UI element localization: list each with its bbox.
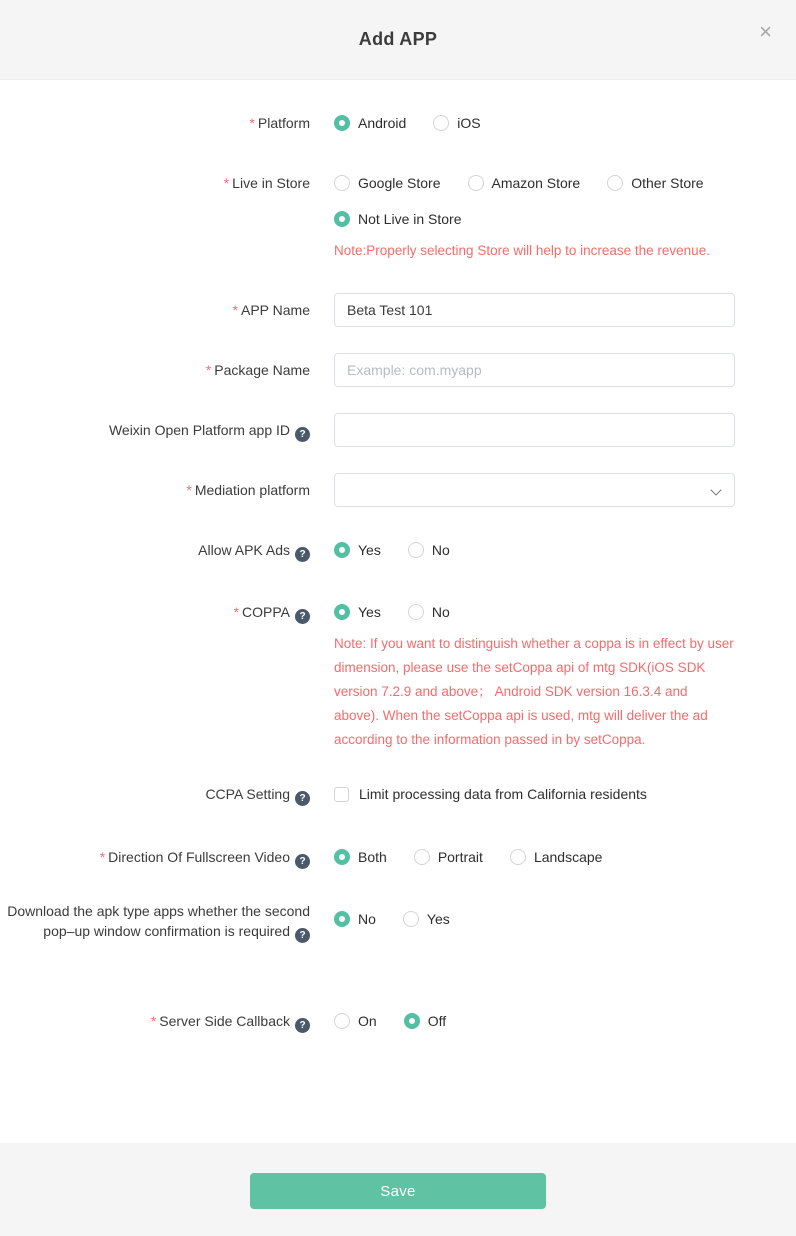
server-side-callback-label-text: Server Side Callback xyxy=(159,1012,290,1029)
help-icon[interactable] xyxy=(295,609,310,624)
radio-icon xyxy=(334,115,350,131)
platform-label xyxy=(0,113,310,133)
radio-label: Not Live in Store xyxy=(358,211,462,227)
radio-apk-confirm-yes[interactable] xyxy=(403,909,450,929)
radio-icon xyxy=(334,911,350,927)
required-asterisk: * xyxy=(205,362,212,378)
form-row-allow-apk-ads xyxy=(0,540,735,562)
form-row-weixin-app-id xyxy=(0,413,735,447)
radio-label: Landscape xyxy=(533,848,603,865)
package-name-label-text: Package Name xyxy=(214,362,310,378)
form-row-app-name xyxy=(0,293,735,327)
checkbox-icon xyxy=(334,787,349,802)
coppa-label xyxy=(0,602,310,624)
radio-icon xyxy=(334,211,350,227)
form-row-live-in-store xyxy=(0,173,735,263)
weixin-app-id-input[interactable] xyxy=(334,413,735,447)
radio-label: Portrait xyxy=(437,848,483,865)
radio-label: No xyxy=(431,542,450,558)
radio-label: Android xyxy=(358,115,407,131)
help-icon[interactable] xyxy=(295,1018,310,1033)
platform-options xyxy=(334,113,735,133)
form-row-package-name xyxy=(0,353,735,387)
form-row-mediation-platform xyxy=(0,473,735,507)
ccpa-checkbox-option[interactable] xyxy=(334,784,647,804)
server-side-callback-label xyxy=(0,1011,310,1033)
radio-label: Amazon Store xyxy=(491,175,581,191)
close-icon[interactable]: × xyxy=(759,19,772,44)
radio-ios[interactable] xyxy=(433,113,480,133)
radio-icon xyxy=(408,604,424,620)
live-in-store-label-text: Live in Store xyxy=(232,175,310,191)
radio-apk-ads-yes[interactable] xyxy=(334,540,381,560)
dialog-footer xyxy=(0,1143,796,1236)
radio-icon xyxy=(334,175,350,191)
help-icon[interactable] xyxy=(295,854,310,869)
radio-other-store[interactable] xyxy=(607,173,703,193)
help-glyph: ? xyxy=(299,611,306,622)
coppa-note: Note: If you want to distinguish whether a coppa is in effect by user dimension, please use the setCoppa api of mtg SDK(iOS SDK version 7.2.9 and above； Android SDK version 16.3.4 and above). When the setCoppa api is used, mtg will deliver the ad according to the information passed in by setCoppa. xyxy=(334,636,734,747)
radio-label: Yes xyxy=(426,910,450,927)
required-asterisk: * xyxy=(249,115,255,131)
dialog-body xyxy=(0,80,796,1143)
radio-icon xyxy=(607,175,623,191)
radio-icon xyxy=(334,1013,350,1029)
radio-label: No xyxy=(358,910,376,927)
package-name-input[interactable] xyxy=(334,353,735,387)
help-icon[interactable] xyxy=(295,427,310,442)
required-asterisk: * xyxy=(223,175,230,191)
radio-icon xyxy=(403,911,419,927)
allow-apk-ads-label-text: Allow APK Ads xyxy=(198,542,290,558)
radio-coppa-no[interactable] xyxy=(408,602,450,622)
radio-callback-off[interactable] xyxy=(404,1011,446,1031)
radio-label: Yes xyxy=(358,604,381,620)
save-button[interactable]: Save xyxy=(250,1173,546,1209)
radio-label: No xyxy=(431,604,450,620)
radio-android[interactable] xyxy=(334,113,406,133)
radio-label: Yes xyxy=(358,542,381,558)
radio-apk-confirm-no[interactable] xyxy=(334,909,376,929)
help-icon[interactable] xyxy=(295,791,310,806)
radio-label: On xyxy=(358,1012,377,1029)
ccpa-checkbox-label: Limit processing data from California residents xyxy=(359,786,647,802)
radio-label: Both xyxy=(358,848,387,865)
required-asterisk: * xyxy=(232,302,238,318)
live-in-store-label xyxy=(0,173,310,193)
weixin-app-id-label-text: Weixin Open Platform app ID xyxy=(108,422,290,438)
required-asterisk: * xyxy=(99,848,106,865)
radio-label: Off xyxy=(427,1012,447,1029)
form-row-ccpa xyxy=(0,784,735,807)
help-glyph: ? xyxy=(299,429,306,440)
mediation-platform-label-text: Mediation platform xyxy=(194,482,310,498)
weixin-app-id-label xyxy=(0,413,310,447)
form-row-server-side-callback xyxy=(0,1011,735,1033)
radio-icon xyxy=(334,849,350,865)
dialog-header xyxy=(0,0,796,80)
help-glyph: ? xyxy=(299,1019,306,1031)
radio-icon xyxy=(408,542,424,558)
help-glyph: ? xyxy=(299,549,306,560)
form-row-coppa xyxy=(0,602,735,752)
radio-icon xyxy=(433,115,449,131)
form-row-platform xyxy=(0,113,735,133)
store-note: Note:Properly selecting Store will help to increase the revenue. xyxy=(334,243,710,258)
radio-coppa-yes[interactable] xyxy=(334,602,381,622)
radio-callback-on[interactable] xyxy=(334,1011,377,1031)
app-name-input[interactable] xyxy=(334,293,735,327)
radio-direction-landscape[interactable] xyxy=(510,847,603,867)
radio-direction-both[interactable] xyxy=(334,847,387,867)
help-glyph: ? xyxy=(299,793,306,804)
ccpa-label xyxy=(0,784,310,806)
help-icon[interactable] xyxy=(295,547,310,562)
help-icon[interactable] xyxy=(295,928,310,943)
radio-direction-portrait[interactable] xyxy=(414,847,483,867)
mediation-platform-label xyxy=(0,473,310,507)
page-title: Add APP xyxy=(358,29,438,49)
radio-icon xyxy=(334,542,350,558)
mediation-platform-select[interactable] xyxy=(334,473,735,507)
radio-icon xyxy=(510,849,526,865)
radio-amazon-store[interactable] xyxy=(468,173,581,193)
form-row-apk-double-confirm xyxy=(0,901,735,943)
allow-apk-ads-label xyxy=(0,540,310,562)
required-asterisk: * xyxy=(233,604,240,620)
chevron-down-icon xyxy=(710,484,721,495)
radio-label: Google Store xyxy=(358,175,441,191)
live-in-store-options xyxy=(334,173,735,263)
radio-icon xyxy=(404,1013,420,1029)
package-name-label xyxy=(0,353,310,387)
help-glyph: ? xyxy=(299,929,306,941)
radio-google-store[interactable] xyxy=(334,173,441,193)
form-row-fullscreen-direction xyxy=(0,847,735,869)
fullscreen-direction-label-text: Direction Of Fullscreen Video xyxy=(108,848,290,865)
radio-label: Other Store xyxy=(631,175,704,191)
radio-icon xyxy=(414,849,430,865)
required-asterisk: * xyxy=(186,482,192,498)
required-asterisk: * xyxy=(150,1012,157,1029)
platform-label-text: Platform xyxy=(257,115,310,131)
apk-double-confirm-label xyxy=(0,901,310,943)
radio-icon xyxy=(334,604,350,620)
radio-apk-ads-no[interactable] xyxy=(408,540,450,560)
app-name-label-text: APP Name xyxy=(241,302,310,318)
app-name-label xyxy=(0,293,310,327)
coppa-label-text: COPPA xyxy=(242,604,290,620)
fullscreen-direction-label xyxy=(0,847,310,869)
radio-not-live-in-store[interactable] xyxy=(334,209,462,229)
radio-icon xyxy=(468,175,484,191)
help-glyph: ? xyxy=(299,855,306,867)
ccpa-label-text: CCPA Setting xyxy=(205,786,290,802)
apk-double-confirm-label-text: Download the apk type apps whether the second pop–up window confirmation is required xyxy=(7,902,310,939)
radio-label: iOS xyxy=(457,115,481,131)
